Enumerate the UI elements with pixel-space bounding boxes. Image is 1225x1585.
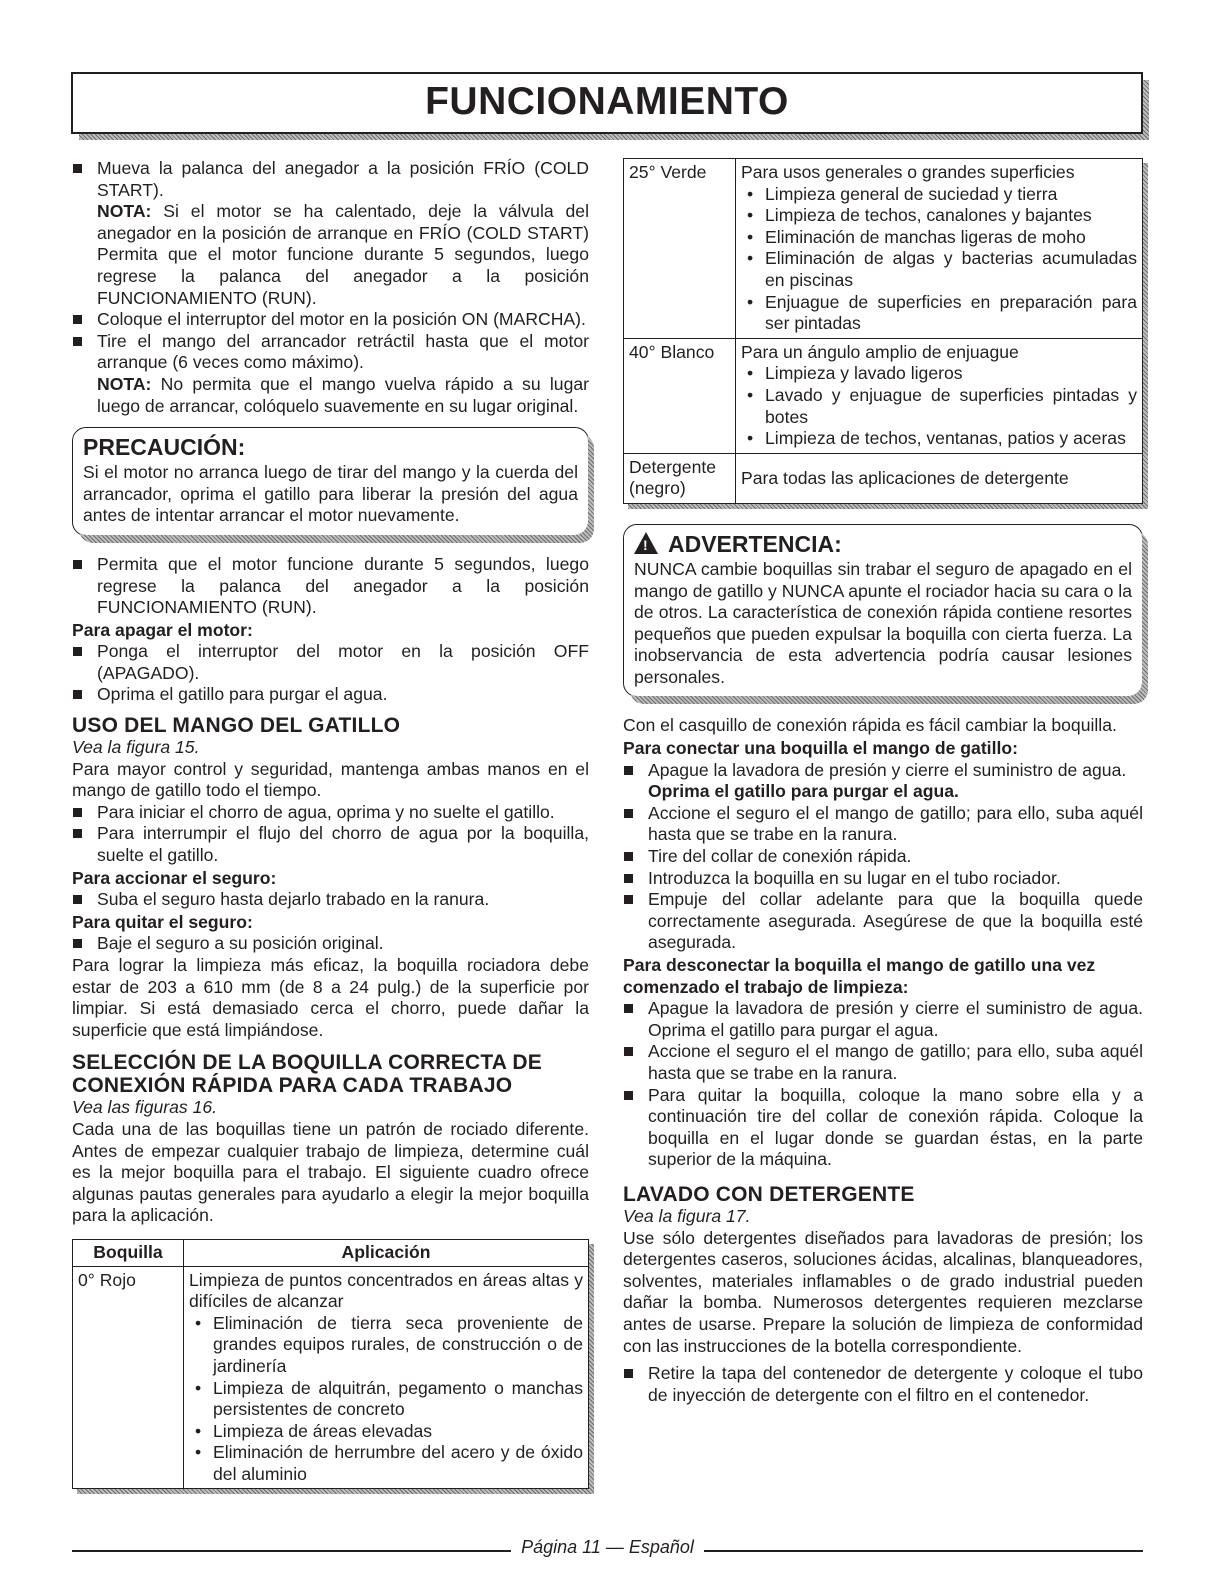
list-item: Para iniciar el chorro de agua, oprima y no suelte el gatillo. <box>72 802 589 824</box>
figure-reference: Vea la figura 17. <box>623 1205 751 1226</box>
list-item: Apague la lavadora de presión y cierre el suministro de agua. Oprima el gatillo para purgar el agua. <box>623 998 1143 1041</box>
nozzle-table-part2 <box>623 158 1143 504</box>
warning-box-body <box>624 525 1142 697</box>
application-item: • Enjuague de superficies en preparación para ser pintadas <box>741 292 1137 335</box>
application-cell <box>184 1266 589 1489</box>
list-item: Tire del collar de conexión rápida. <box>623 846 1143 868</box>
application-intro: Para un ángulo amplio de enjuague <box>741 341 1019 362</box>
application-item: • Limpieza de techos, canalones y bajantes <box>741 205 1137 227</box>
column-header-application: Aplicación <box>184 1239 589 1266</box>
caution-box <box>72 427 589 536</box>
subheading: Para conectar una boquilla el mango de gatillo: <box>623 738 1018 759</box>
list-item: Mueva la palanca del anegador a la posición FRÍO (COLD START). <box>72 158 589 201</box>
list-item: Empuje del collar adelante para que la boquilla quede correctamente asegurada. Asegúrese de que la boquilla esté asegurada. <box>623 889 1143 954</box>
list-item: Suba el seguro hasta dejarlo trabado en la ranura. <box>72 889 589 911</box>
warning-box <box>623 524 1143 698</box>
list-item: Oprima el gatillo para purgar el agua. <box>72 684 589 706</box>
application-item: • Limpieza general de suciedad y tierra <box>741 184 1137 206</box>
note-label: NOTA: <box>97 201 152 222</box>
caution-box-body <box>73 428 588 535</box>
table-row <box>624 453 1143 503</box>
list-item: Tire el mango del arrancador retráctil hasta que el motor arranque (6 veces como máximo). <box>72 331 589 374</box>
section-heading: LAVADO CON DETERGENTE <box>623 1182 915 1206</box>
list-item-bold-text: Oprima el gatillo para purgar el agua. <box>648 781 959 802</box>
right-column <box>623 158 1143 1406</box>
figure-reference: Vea las figuras 16. <box>72 1097 218 1118</box>
table-row <box>73 1266 589 1489</box>
page-title: FUNCIONAMIENTO <box>425 80 789 123</box>
application-item: • Lavado y enjuague de superficies pintadas y botes <box>741 385 1137 428</box>
note-label: NOTA: <box>97 373 152 394</box>
application-item: • Eliminación de manchas ligeras de moho <box>741 227 1137 249</box>
list-item: Accione el seguro el el mango de gatillo; para ello, suba aquél hasta que se trabe en la ranura. <box>623 803 1143 846</box>
application-cell <box>736 159 1143 339</box>
caution-text: Si el motor no arranca luego de tirar del mango y la cuerda del arrancador, oprima el gatillo para liberar la presión del agua antes de intentar arrancar el motor nuevamente. <box>83 462 578 526</box>
figure-reference: Vea la figura 15. <box>72 737 200 758</box>
paragraph: Para mayor control y seguridad, mantenga ambas manos en el mango de gatillo todo el tiempo. <box>72 758 589 801</box>
list-item: Baje el seguro a su posición original. <box>72 933 589 955</box>
section-heading: SELECCIÓN DE LA BOQUILLA CORRECTA DE CONEXIÓN RÁPIDA PARA CADA TRABAJO <box>72 1051 542 1098</box>
application-item: • Limpieza y lavado ligeros <box>741 363 1137 385</box>
table-row <box>624 159 1143 339</box>
list-item: Accione el seguro el el mango de gatillo; para ello, suba aquél hasta que se trabe en la ranura. <box>623 1041 1143 1084</box>
list-item: Para quitar la boquilla, coloque la mano sobre ella y a continuación tire del collar de conexión rápida. Coloque la boquilla en el lugar donde se guardan éstas, en la parte superior de la máquina. <box>623 1085 1143 1171</box>
section-heading: USO DEL MANGO DEL GATILLO <box>72 714 401 738</box>
list-item: Ponga el interruptor del motor en la posición OFF (APAGADO). <box>72 641 589 684</box>
table-header-row <box>73 1239 589 1266</box>
list-item: Retire la tapa del contenedor de detergente y coloque el tubo de inyección de detergente con el filtro en el contenedor. <box>623 1363 1143 1406</box>
nozzle-cell: 40° Blanco <box>624 338 736 453</box>
paragraph: Use sólo detergentes diseñados para lavadoras de presión; los detergentes caseros, soluciones ácidas, alcalinas, blanqueadores, solventes, materiales inflamables o de grado industrial pueden dañar la bomba. Numerosos detergentes requieren mezclarse antes de usarse. Prepare la solución de limpieza de conformidad con las instrucciones de la botella correspondiente. <box>623 1227 1143 1356</box>
warning-title: ADVERTENCIA: <box>668 530 842 557</box>
application-item: • Limpieza de áreas elevadas <box>189 1421 583 1443</box>
paragraph: Para lograr la limpieza más eficaz, la boquilla rociadora debe estar de 203 a 610 mm (de 8 a 24 pulg.) de la superficie por limpiar. Si está demasiado cerca el chorro, puede dañar la superficie que está limpiándose. <box>72 955 589 1040</box>
subheading: Para accionar el seguro: <box>72 867 277 888</box>
application-item: • Eliminación de algas y bacterias acumuladas en piscinas <box>741 248 1137 291</box>
warning-text: NUNCA cambie boquillas sin trabar el seguro de apagado en el mango de gatillo y NUNCA apunte el rociador hacia su cara o la de otros. La característica de conexión rápida contiene resortes pequeños que pueden expulsar la boquilla con cierta fuerza. La inobservancia de esta advertencia podría causar lesiones personales. <box>634 558 1132 687</box>
warning-heading <box>634 529 1132 559</box>
header-banner <box>71 72 1143 134</box>
page-number: Página 11 — Español <box>511 1537 704 1557</box>
list-item: Coloque el interruptor del motor en la posición ON (MARCHA). <box>72 309 589 331</box>
table-row <box>624 338 1143 453</box>
list-item: Permita que el motor funcione durante 5 segundos, luego regrese la palanca del anegador a la posición FUNCIONAMIENTO (RUN). <box>72 554 589 619</box>
column-header-nozzle: Boquilla <box>73 1239 184 1266</box>
footer-page-label <box>72 1537 1143 1558</box>
list-item-text: Apague la lavadora de presión y cierre el suministro de agua. <box>648 759 1127 780</box>
application-intro: Limpieza de puntos concentrados en áreas altas y difíciles de alcanzar <box>189 1269 583 1312</box>
subheading: Para quitar el seguro: <box>72 911 253 932</box>
paragraph: Con el casquillo de conexión rápida es fácil cambiar la boquilla. <box>623 715 1117 736</box>
application-cell <box>736 338 1143 453</box>
nozzle-table <box>72 1239 589 1490</box>
subheading: Para desconectar la boquilla el mango de gatillo una vez comenzado el trabajo de limpieza: <box>623 955 1096 997</box>
application-cell: Para todas las aplicaciones de detergente <box>736 453 1143 503</box>
paragraph: Cada una de las boquillas tiene un patrón de rociado diferente. Antes de empezar cualquier trabajo de limpieza, determine cuál es la mejor boquilla para el trabajo. El siguiente cuadro ofrece algunas pautas generales para ayudarlo a elegir la mejor boquilla para la aplicación. <box>72 1118 589 1226</box>
nozzle-cell: 25° Verde <box>624 159 736 339</box>
left-column <box>72 158 589 1489</box>
nozzle-table-part1 <box>72 1239 589 1490</box>
application-item: • Eliminación de tierra seca proveniente de grandes equipos rurales, de construcción o de jardinería <box>189 1313 583 1378</box>
note <box>72 201 589 309</box>
application-intro: Para usos generales o grandes superficies <box>741 162 1075 182</box>
note-text: No permita que el mango vuelva rápido a su lugar luego de arrancar, colóquelo suavemente en su lugar original. <box>97 373 589 416</box>
subheading: Para apagar el motor: <box>72 619 253 640</box>
note <box>72 374 589 417</box>
nozzle-cell: 0° Rojo <box>73 1266 184 1489</box>
warning-triangle-icon <box>634 532 658 554</box>
nozzle-cell: Detergente (negro) <box>624 453 736 503</box>
nozzle-table-continued <box>623 158 1143 504</box>
list-item <box>623 760 1143 803</box>
caution-title: PRECAUCIÓN: <box>83 434 246 461</box>
list-item: Introduzca la boquilla en su lugar en el tubo rociador. <box>623 868 1143 890</box>
application-item: • Limpieza de alquitrán, pegamento o manchas persistentes de concreto <box>189 1378 583 1421</box>
application-item: • Limpieza de techos, ventanas, patios y aceras <box>741 428 1137 450</box>
page-footer <box>72 1537 1143 1561</box>
list-item: Para interrumpir el flujo del chorro de agua por la boquilla, suelte el gatillo. <box>72 823 589 866</box>
note-text: Si el motor se ha calentado, deje la válvula del anegador en la posición de arranque en FRÍO (COLD START) Permita que el motor funcione durante 5 segundos, luego regrese la palanca del anegador a la posición FUNCIONAMIENTO (RUN). <box>97 201 589 308</box>
application-item: • Eliminación de herrumbre del acero y de óxido del aluminio <box>189 1442 583 1485</box>
